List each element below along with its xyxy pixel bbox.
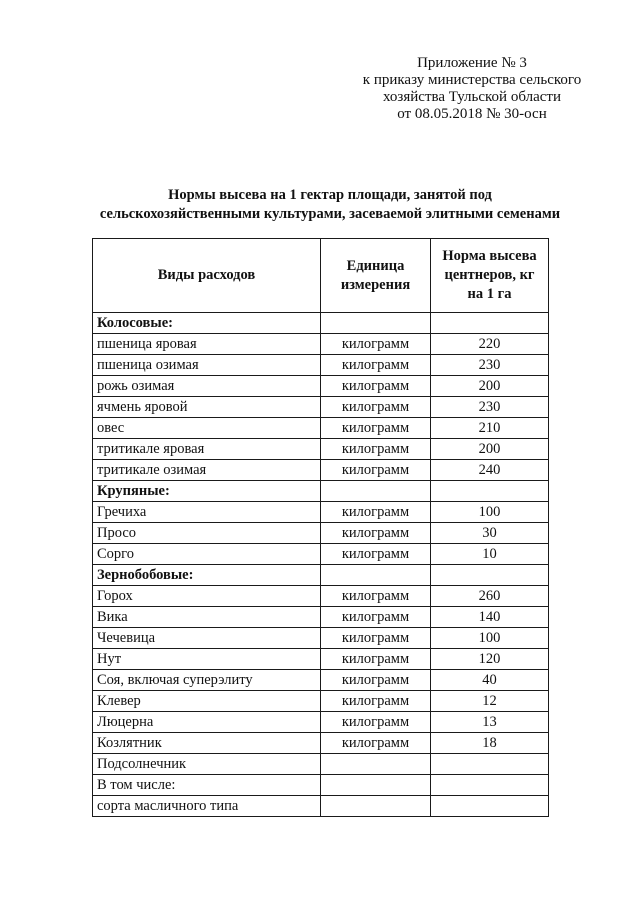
- unit-cell: [321, 481, 431, 502]
- unit-cell: [321, 775, 431, 796]
- unit-cell: килограмм: [321, 502, 431, 523]
- norm-value-cell: 100: [431, 502, 549, 523]
- table-row: [93, 418, 549, 439]
- crop-name-cell: тритикале озимая: [93, 460, 321, 481]
- table-row: [93, 334, 549, 355]
- table-row: [93, 376, 549, 397]
- unit-cell: килограмм: [321, 397, 431, 418]
- norm-value-cell: [431, 796, 549, 817]
- norm-value-cell: 10: [431, 544, 549, 565]
- unit-cell: килограмм: [321, 649, 431, 670]
- crop-name-cell: пшеница яровая: [93, 334, 321, 355]
- appendix-line: к приказу министерства сельского: [362, 72, 582, 88]
- unit-cell: килограмм: [321, 418, 431, 439]
- norm-value-cell: 220: [431, 334, 549, 355]
- group-heading-cell: Зернобобовые:: [93, 565, 321, 586]
- unit-cell: килограмм: [321, 628, 431, 649]
- header-expense-type: Виды расходов: [93, 239, 321, 313]
- header-unit: Единица измерения: [321, 239, 431, 313]
- norm-value-cell: 230: [431, 355, 549, 376]
- unit-cell: килограмм: [321, 586, 431, 607]
- crop-name-cell: рожь озимая: [93, 376, 321, 397]
- table-row: [93, 733, 549, 754]
- group-heading-cell: Колосовые:: [93, 313, 321, 334]
- appendix-line: от 08.05.2018 № 30-осн: [397, 106, 547, 122]
- crop-name-cell: Клевер: [93, 691, 321, 712]
- table-row: [93, 523, 549, 544]
- norm-value-cell: [431, 313, 549, 334]
- norm-value-cell: 230: [431, 397, 549, 418]
- table-row: [93, 544, 549, 565]
- crop-name-cell: тритикале яровая: [93, 439, 321, 460]
- unit-cell: килограмм: [321, 376, 431, 397]
- unit-cell: килограмм: [321, 733, 431, 754]
- appendix-line: Приложение № 3: [417, 55, 527, 71]
- table-row: [93, 397, 549, 418]
- unit-cell: килограмм: [321, 544, 431, 565]
- unit-cell: килограмм: [321, 439, 431, 460]
- norm-value-cell: 260: [431, 586, 549, 607]
- norm-value-cell: [431, 481, 549, 502]
- norm-value-cell: 18: [431, 733, 549, 754]
- unit-cell: [321, 754, 431, 775]
- unit-cell: килограмм: [321, 670, 431, 691]
- table-row: [93, 586, 549, 607]
- norm-value-cell: 200: [431, 376, 549, 397]
- table-group-row: [93, 313, 549, 334]
- norm-value-cell: 13: [431, 712, 549, 733]
- crop-name-cell: Козлятник: [93, 733, 321, 754]
- table-row: [93, 628, 549, 649]
- table-row: [93, 355, 549, 376]
- crop-name-cell: Соя, включая суперэлиту: [93, 670, 321, 691]
- norm-value-cell: 12: [431, 691, 549, 712]
- crop-name-cell: Люцерна: [93, 712, 321, 733]
- norm-value-cell: 240: [431, 460, 549, 481]
- norm-value-cell: 40: [431, 670, 549, 691]
- appendix-line: хозяйства Тульской области: [383, 89, 561, 105]
- crop-name-cell: В том числе:: [93, 775, 321, 796]
- unit-cell: [321, 565, 431, 586]
- crop-name-cell: пшеница озимая: [93, 355, 321, 376]
- table-row: [93, 649, 549, 670]
- norm-value-cell: [431, 565, 549, 586]
- table-row: [93, 439, 549, 460]
- crop-name-cell: Горох: [93, 586, 321, 607]
- norm-value-cell: [431, 754, 549, 775]
- norm-value-cell: 120: [431, 649, 549, 670]
- unit-cell: килограмм: [321, 334, 431, 355]
- unit-cell: [321, 313, 431, 334]
- norm-value-cell: 30: [431, 523, 549, 544]
- table-row: [93, 712, 549, 733]
- unit-cell: килограмм: [321, 523, 431, 544]
- norm-value-cell: 200: [431, 439, 549, 460]
- norm-value-cell: 210: [431, 418, 549, 439]
- table-row: [93, 775, 549, 796]
- norm-value-cell: 100: [431, 628, 549, 649]
- seeding-norms-table: [92, 238, 549, 817]
- table-row: [93, 460, 549, 481]
- table-row: [93, 607, 549, 628]
- table-group-row: [93, 481, 549, 502]
- crop-name-cell: ячмень яровой: [93, 397, 321, 418]
- table-row: [93, 691, 549, 712]
- crop-name-cell: Подсолнечник: [93, 754, 321, 775]
- document-title: [60, 186, 600, 224]
- crop-name-cell: овес: [93, 418, 321, 439]
- crop-name-cell: Гречиха: [93, 502, 321, 523]
- table-row: [93, 754, 549, 775]
- title-line: Нормы высева на 1 гектар площади, занятой под: [168, 187, 492, 203]
- crop-name-cell: Чечевица: [93, 628, 321, 649]
- unit-cell: килограмм: [321, 691, 431, 712]
- unit-cell: килограмм: [321, 355, 431, 376]
- title-line: сельскохозяйственными культурами, засеваемой элитными семенами: [99, 206, 561, 222]
- table-row: [93, 502, 549, 523]
- norm-value-cell: [431, 775, 549, 796]
- crop-name-cell: сорта масличного типа: [93, 796, 321, 817]
- group-heading-cell: Крупяные:: [93, 481, 321, 502]
- unit-cell: килограмм: [321, 607, 431, 628]
- unit-cell: [321, 796, 431, 817]
- table-row: [93, 670, 549, 691]
- unit-cell: килограмм: [321, 460, 431, 481]
- crop-name-cell: Вика: [93, 607, 321, 628]
- crop-name-cell: Сорго: [93, 544, 321, 565]
- header-norm: Норма высева центнеров, кг на 1 га: [431, 239, 549, 313]
- appendix-header: [352, 55, 592, 123]
- table-row: [93, 796, 549, 817]
- table-header-row: [93, 239, 549, 313]
- crop-name-cell: Нут: [93, 649, 321, 670]
- table-group-row: [93, 565, 549, 586]
- unit-cell: килограмм: [321, 712, 431, 733]
- norm-value-cell: 140: [431, 607, 549, 628]
- crop-name-cell: Просо: [93, 523, 321, 544]
